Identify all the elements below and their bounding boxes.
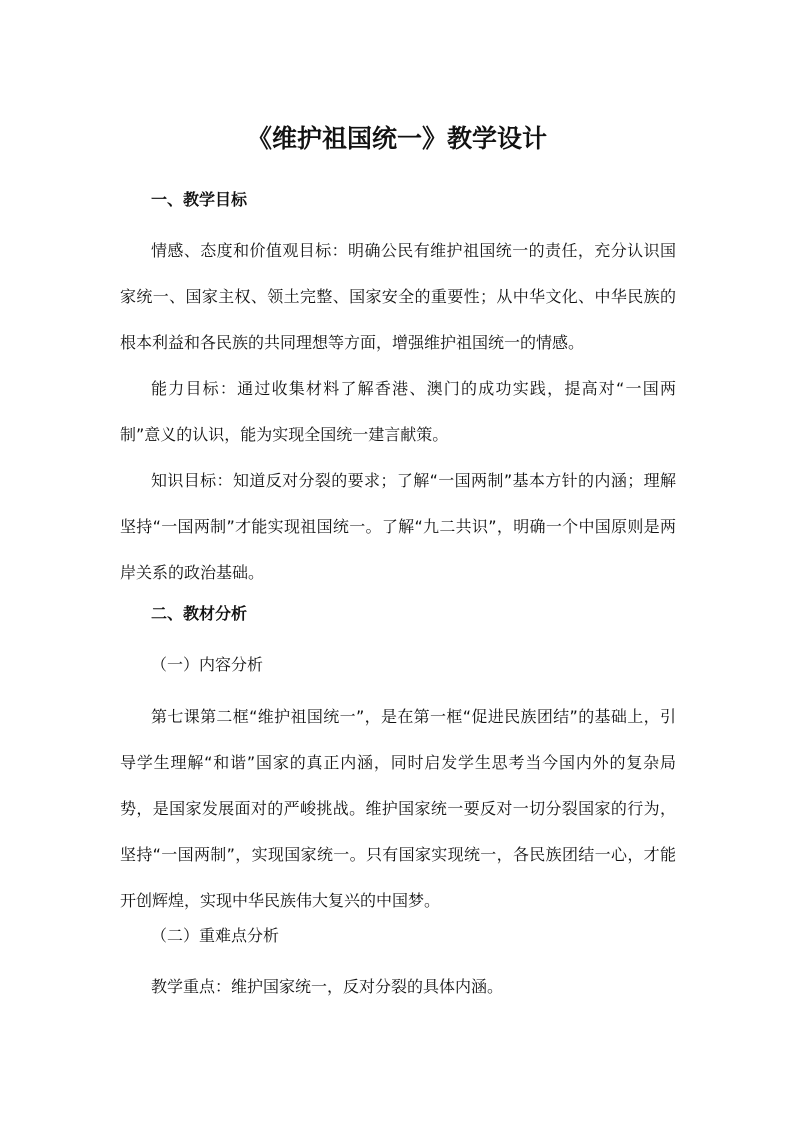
paragraph-ability-goal: 能力目标：通过收集材料了解香港、澳门的成功实践，提高对“一国两制”意义的认识，能为实现全国统一建言献策。 [120, 379, 676, 444]
section-heading-textbook-analysis: 二、教材分析 [151, 604, 248, 623]
paragraph-emotion-goal: 情感、态度和价值观目标：明确公民有维护祖国统一的责任，充分认识国家统一、国家主权、领土完整、国家安全的重要性；从中华文化、中华民族的根本利益和各民族的共同理想等方面，增强维护祖国统一的情感。 [120, 241, 676, 352]
paragraph-teaching-focus: 教学重点：维护国家统一，反对分裂的具体内涵。 [151, 977, 504, 996]
paragraph-knowledge-goal: 知识目标：知道反对分裂的要求；了解“一国两制”基本方针的内涵；理解坚持“一国两制”才能实现祖国统一。了解“九二共识”，明确一个中国原则是两岸关系的政治基础。 [120, 471, 676, 582]
paragraph-content-analysis: 第七课第二框“维护祖国统一”，是在第一框“促进民族团结”的基础上，引导学生理解“和谐”国家的真正内涵，同时启发学生思考当今国内外的复杂局势，是国家发展面对的严峻挑战。维护国家统一要反对一切分裂国家的行为，坚持“一国两制”，实现国家统一。只有国家实现统一，各民族团结一心，才能开创辉煌，实现中华民族伟大复兴的中国梦。 [120, 707, 676, 910]
subheading-key-difficult-points: （二）重难点分析 [151, 926, 280, 945]
section-heading-teaching-goals: 一、教学目标 [151, 190, 248, 209]
document-title: 《维护祖国统一》教学设计 [246, 124, 547, 153]
subheading-content-analysis: （一）内容分析 [151, 655, 264, 674]
